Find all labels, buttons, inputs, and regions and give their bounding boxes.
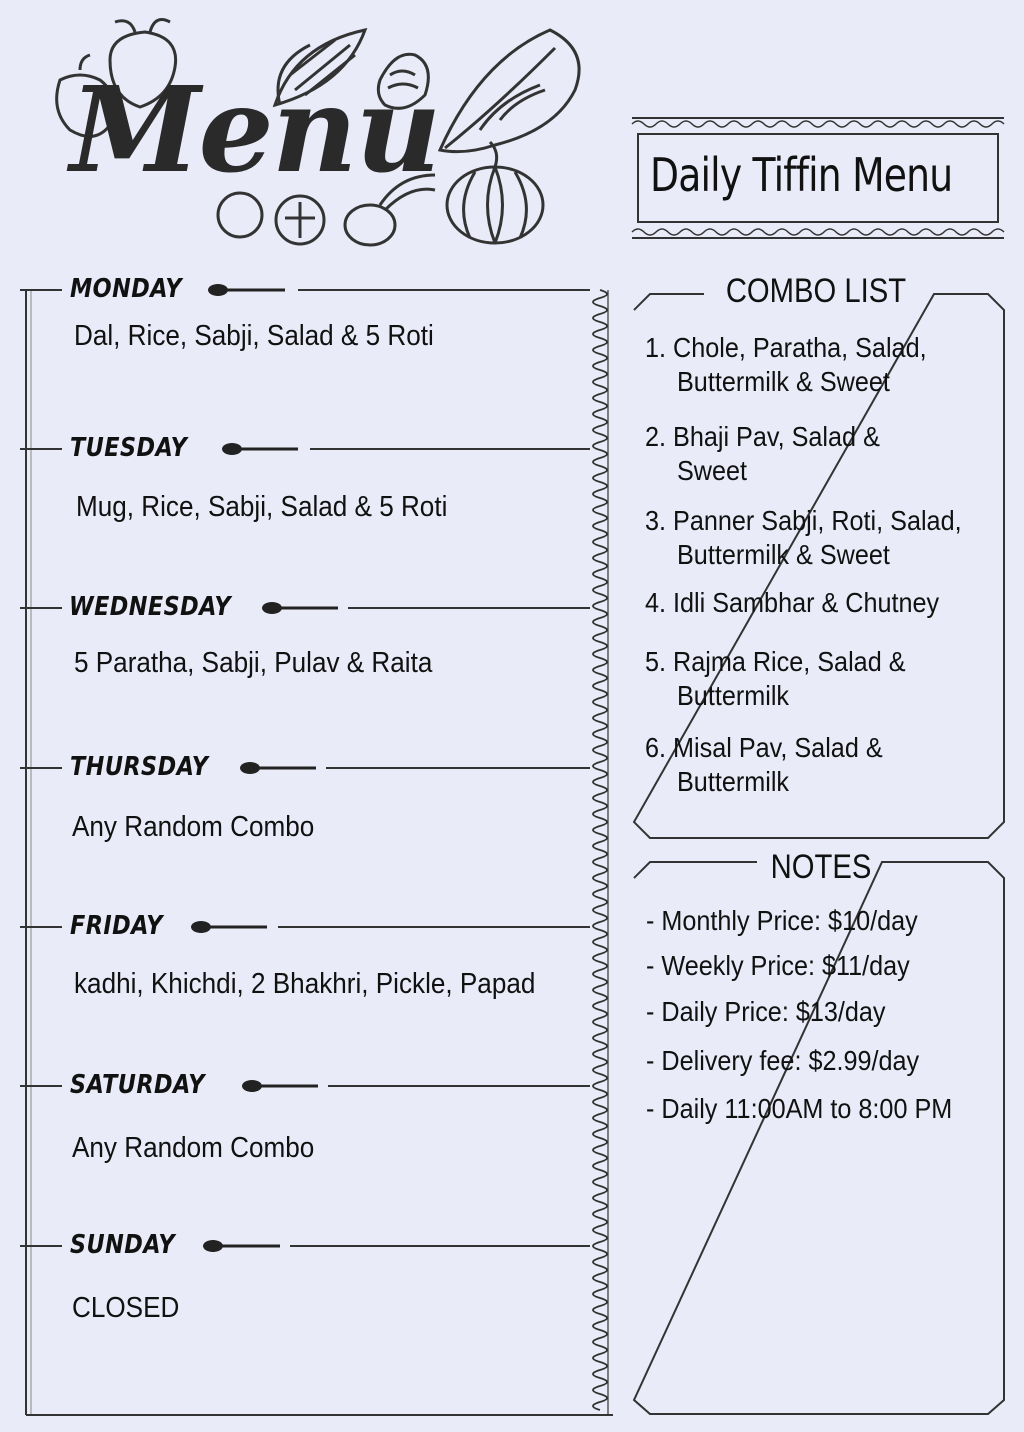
note-weekly-price: - Weekly Price: $11/day [646, 950, 910, 981]
combo-item-6: 6. Misal Pav, Salad & [645, 732, 883, 763]
combo-item-1-cont: Buttermilk & Sweet [677, 366, 890, 397]
combo-item-5: 5. Rajma Rice, Salad & [645, 646, 906, 677]
combo-item-6-cont: Buttermilk [677, 766, 790, 797]
notes-title: NOTES [770, 848, 872, 886]
day-items-wednesday: 5 Paratha, Sabji, Pulav & Raita [74, 647, 433, 679]
combo-item-3-cont: Buttermilk & Sweet [677, 539, 890, 570]
day-items-thursday: Any Random Combo [72, 811, 315, 843]
note-daily-price: - Daily Price: $13/day [646, 996, 886, 1027]
day-items-saturday: Any Random Combo [72, 1132, 315, 1164]
note-delivery-fee: - Delivery fee: $2.99/day [646, 1045, 920, 1076]
day-label-sunday: SUNDAY [70, 1230, 176, 1260]
combo-item-3: 3. Panner Sabji, Roti, Salad, [645, 505, 962, 536]
combo-item-1: 1. Chole, Paratha, Salad, [645, 332, 927, 363]
day-items-monday: Dal, Rice, Sabji, Salad & 5 Roti [74, 320, 434, 352]
note-hours: - Daily 11:00AM to 8:00 PM [646, 1093, 953, 1124]
combo-item-5-cont: Buttermilk [677, 680, 790, 711]
page-title: Daily Tiffin Menu [650, 148, 953, 202]
leafy-greens-icon [440, 30, 579, 152]
day-label-friday: FRIDAY [70, 911, 163, 941]
day-items-friday: kadhi, Khichdi, 2 Bhakhri, Pickle, Papad [74, 968, 536, 1000]
combo-item-2-cont: Sweet [677, 455, 748, 486]
day-items-sunday: CLOSED [72, 1292, 180, 1324]
day-label-monday: MONDAY [70, 274, 183, 304]
day-label-thursday: THURSDAY [70, 752, 209, 782]
day-label-saturday: SATURDAY [70, 1070, 205, 1100]
day-items-tuesday: Mug, Rice, Sabji, Salad & 5 Roti [76, 491, 448, 523]
combo-item-4: 4. Idli Sambhar & Chutney [645, 587, 940, 618]
day-label-tuesday: TUESDAY [70, 433, 188, 463]
combo-list-title: COMBO LIST [725, 272, 907, 310]
pumpkin-icon [447, 142, 543, 243]
combo-item-2: 2. Bhaji Pav, Salad & [645, 421, 880, 452]
note-monthly-price: - Monthly Price: $10/day [646, 905, 918, 936]
day-label-wednesday: WEDNESDAY [69, 592, 231, 622]
menu-logo-text: Menu [70, 60, 440, 199]
